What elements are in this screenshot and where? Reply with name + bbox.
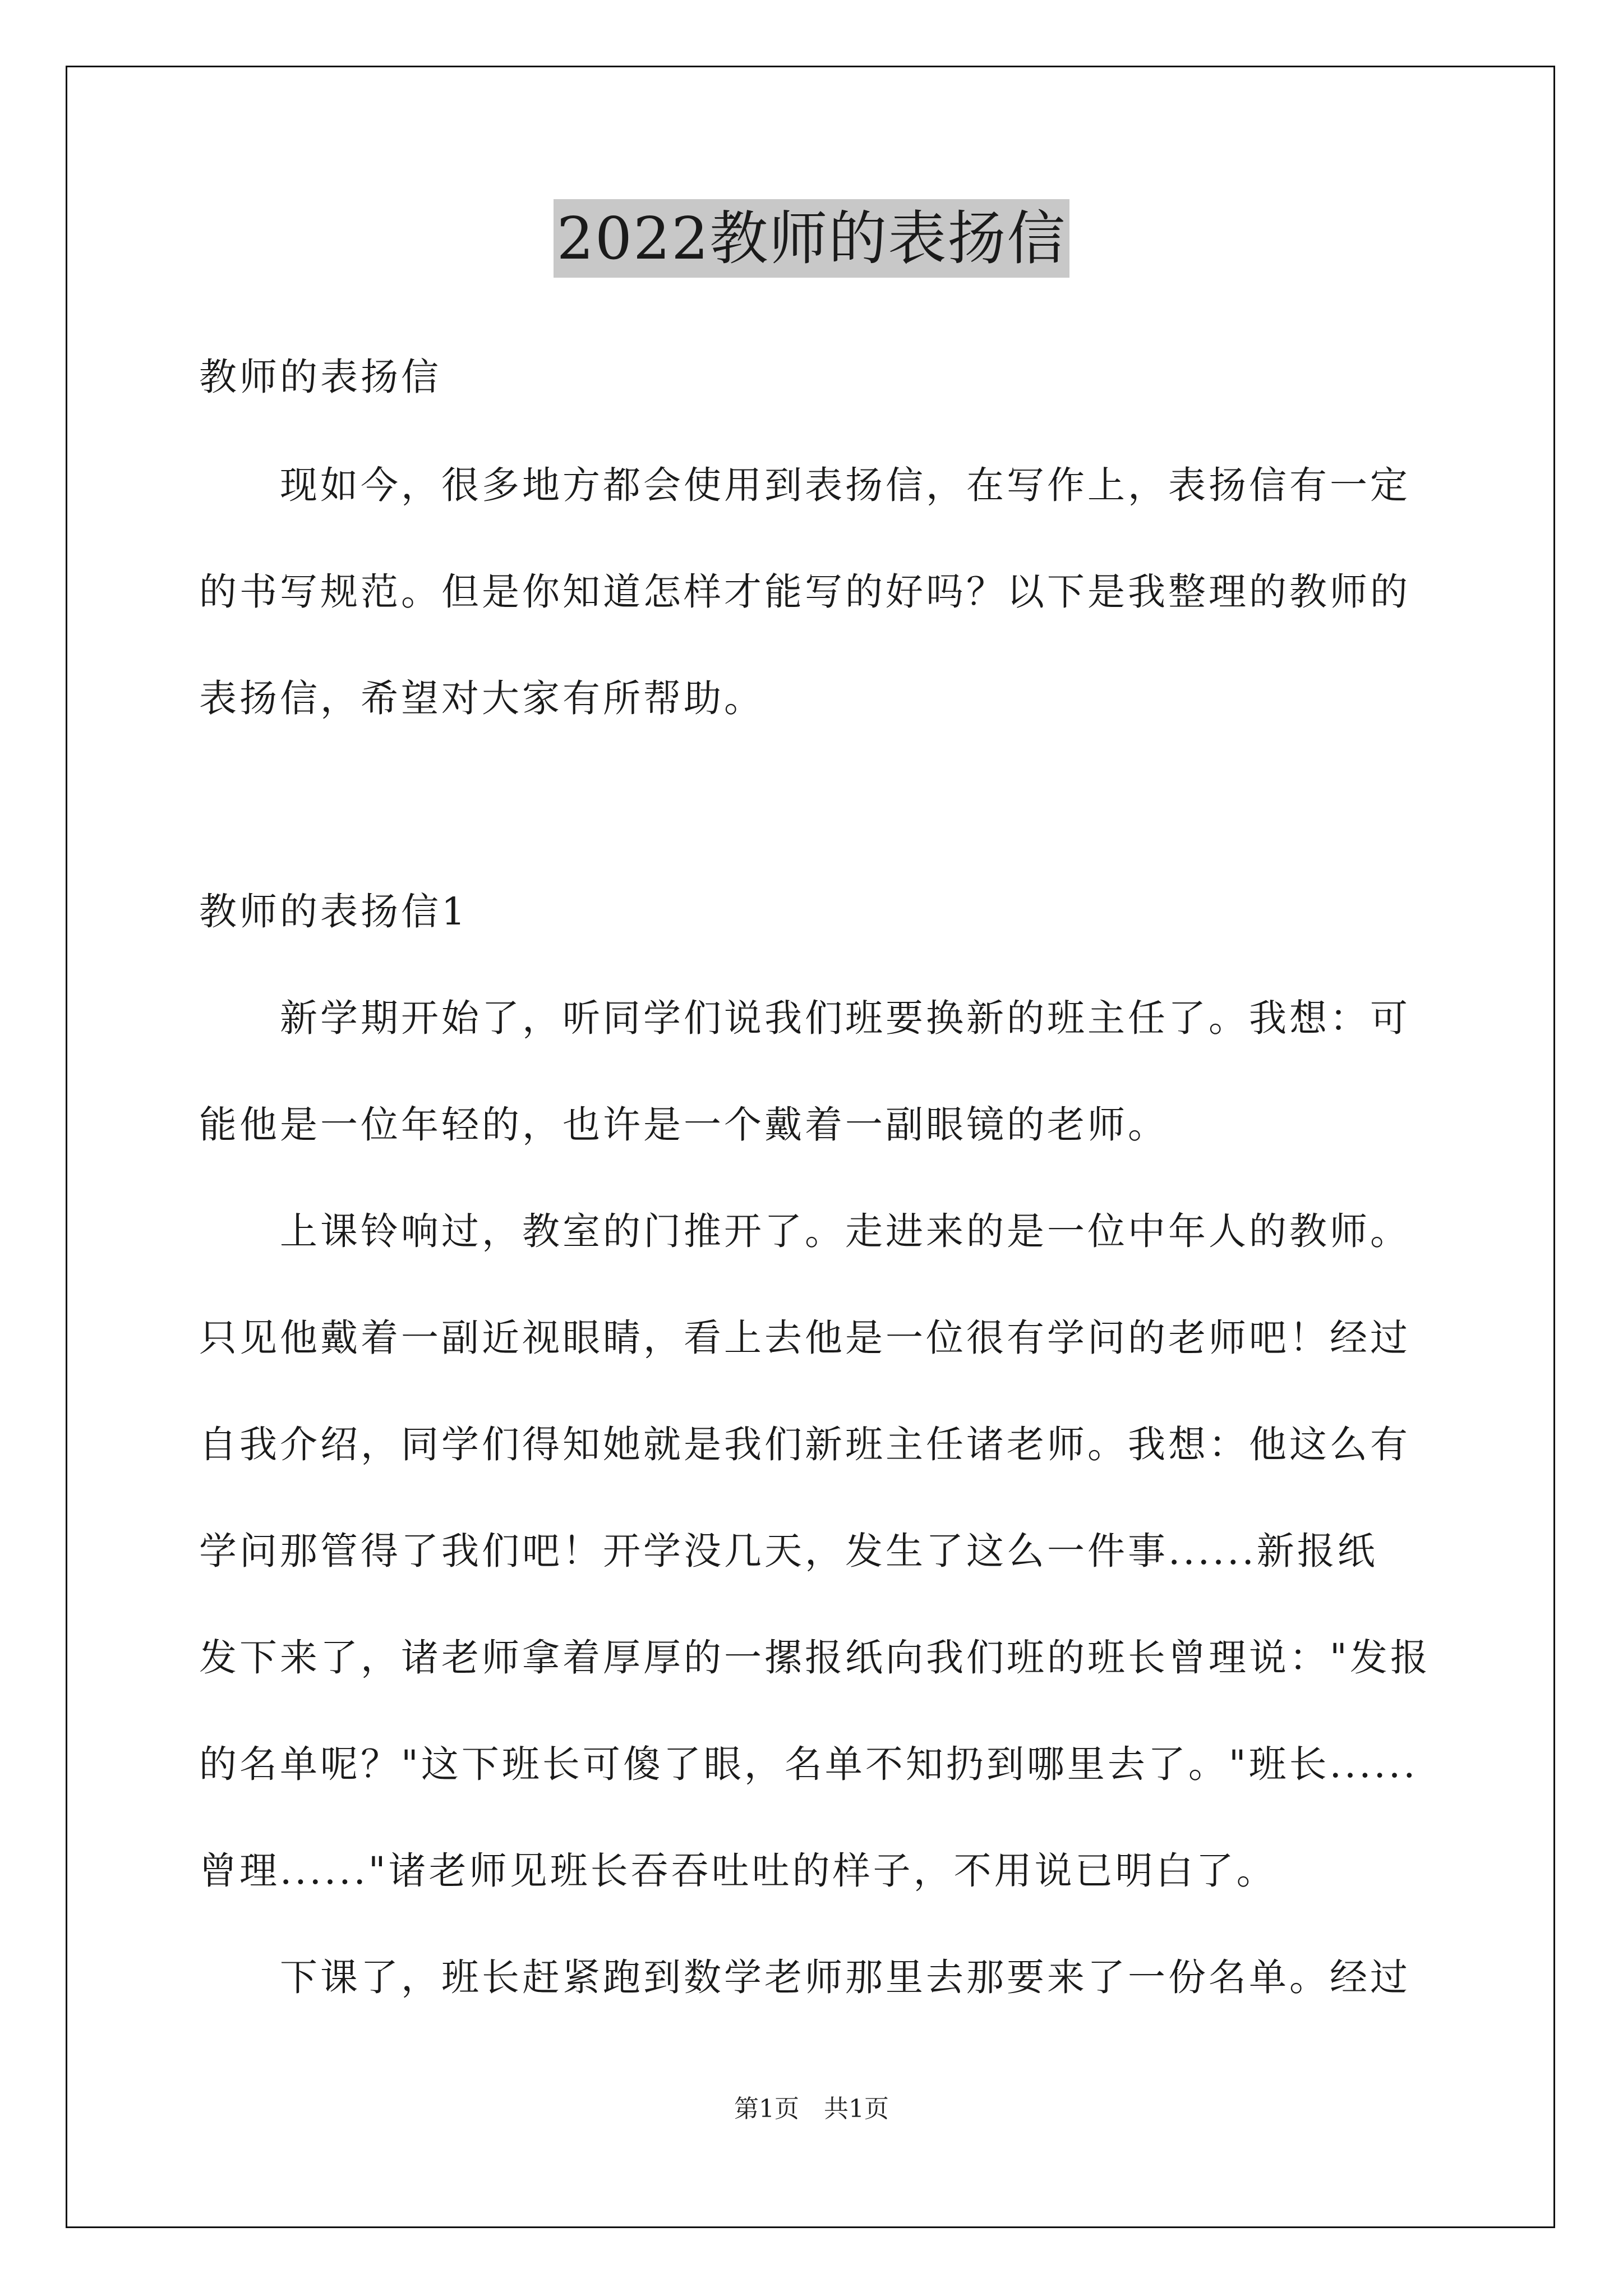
paragraph-line: 表扬信，希望对大家有所帮助。 (199, 677, 764, 720)
paragraph-line: 学问那管得了我们吧！开学没几天，发生了这么一件事......新报纸 (199, 1529, 1378, 1573)
title-container (0, 199, 1623, 278)
paragraph-line: 曾理......"诸老师见班长吞吞吐吐的样子，不用说已明白了。 (199, 1849, 1277, 1893)
page-footer: 第1页 共1页 (734, 2095, 889, 2123)
paragraph-line: 自我介绍，同学们得知她就是我们新班主任诸老师。我想：他这么有 (199, 1423, 1410, 1466)
paragraph-line: 上课铃响过，教室的门推开了。走进来的是一位中年人的教师。 (199, 1209, 1410, 1253)
paragraph-line: 现如今，很多地方都会使用到表扬信，在写作上，表扬信有一定 (199, 463, 1410, 507)
paragraph-line: 新学期开始了，听同学们说我们班要换新的班主任了。我想：可 (199, 996, 1410, 1040)
paragraph-line: 能他是一位年轻的，也许是一个戴着一副眼镜的老师。 (199, 1103, 1168, 1147)
paragraph-line: 只见他戴着一副近视眼睛，看上去他是一位很有学问的老师吧！经过 (199, 1316, 1410, 1360)
paragraph-line: 的书写规范。但是你知道怎样才能写的好吗？以下是我整理的教师的 (199, 570, 1410, 614)
paragraph-line: 发下来了，诸老师拿着厚厚的一摞报纸向我们班的班长曾理说："发报 (199, 1636, 1431, 1680)
section-heading: 教师的表扬信1 (199, 890, 468, 933)
paragraph-line: 下课了，班长赶紧跑到数学老师那里去那要来了一份名单。经过 (199, 1955, 1410, 1999)
paragraph-line: 的名单呢？"这下班长可傻了眼，名单不知扔到哪里去了。"班长...... (199, 1742, 1418, 1786)
document-title: 2022教师的表扬信 (554, 199, 1070, 278)
subtitle-line: 教师的表扬信 (199, 355, 441, 399)
